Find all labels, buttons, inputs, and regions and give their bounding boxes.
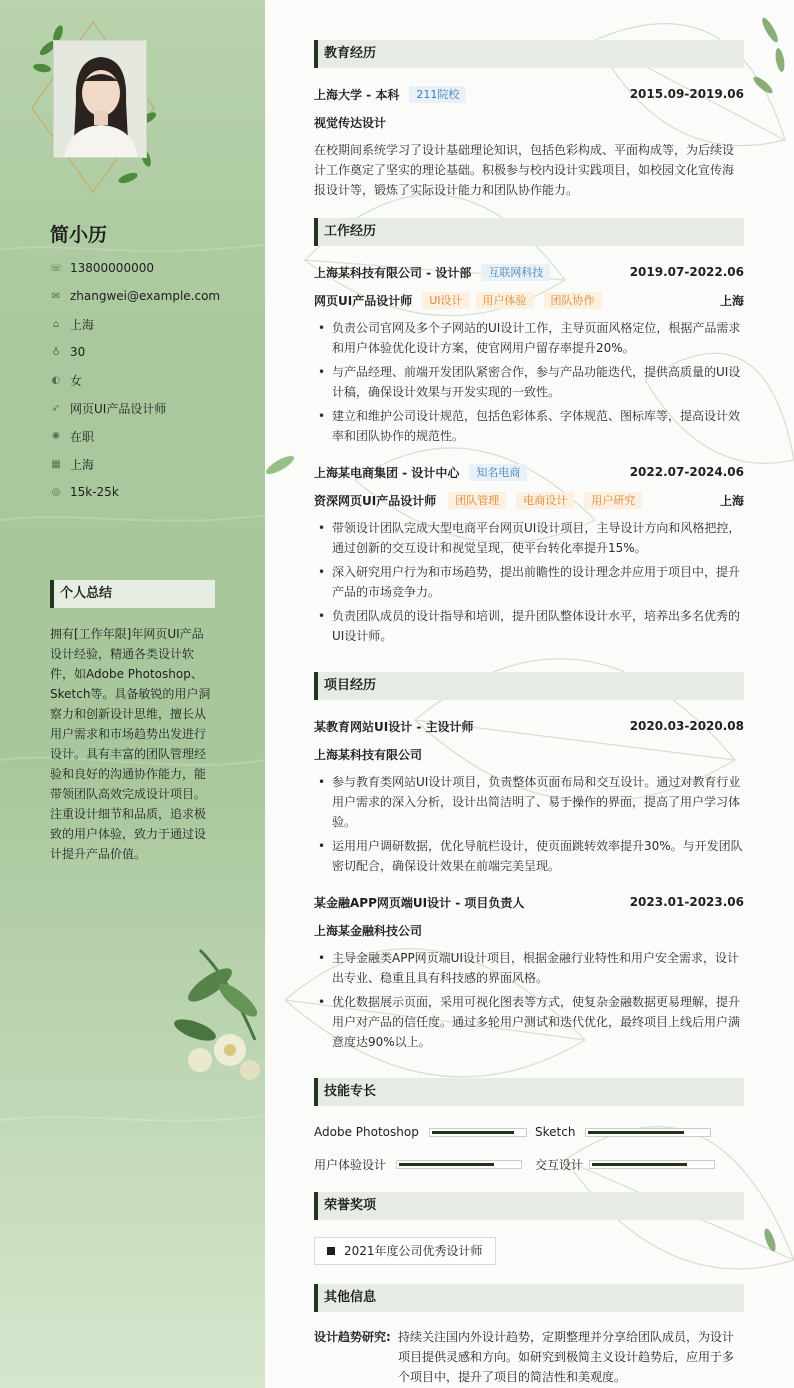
info-job-target: ➶ 网页UI产品设计师 bbox=[51, 401, 167, 416]
education-header bbox=[314, 85, 744, 103]
skill-tag: 团队管理 bbox=[448, 492, 506, 509]
project-name: 某金融APP网页端UI设计 - 项目负责人 bbox=[314, 895, 525, 910]
projects-heading: 项目经历 bbox=[314, 672, 744, 700]
skill-name: Sketch bbox=[535, 1125, 576, 1139]
job-1-bullets bbox=[314, 318, 744, 450]
school-tag: 211院校 bbox=[409, 86, 466, 103]
job-city: 上海 bbox=[719, 293, 744, 308]
flower-decoration bbox=[172, 950, 262, 1080]
project-name: 某教育网站UI设计 - 主设计师 bbox=[314, 719, 474, 734]
project-period: 2020.03-2020.08 bbox=[629, 719, 744, 733]
list-item: • 运用用户调研数据，优化导航栏设计，使页面跳转效率提升30%。与开发团队密切配合，确保设计效果在前端完美呈现。 bbox=[314, 836, 744, 876]
mail-icon: ✉ bbox=[51, 290, 61, 302]
list-item: • 参与教育类网站UI设计项目，负责整体页面布局和交互设计。通过对教育行业用户需求的深入分析，设计出简洁明了、易于操作的界面，提高了用户学习体验。 bbox=[314, 772, 744, 832]
gender-icon: ◐ bbox=[51, 374, 61, 386]
skill-item bbox=[314, 1124, 527, 1140]
money-icon: ◎ bbox=[51, 486, 61, 498]
project-2-header bbox=[314, 893, 744, 911]
skill-bar bbox=[589, 1160, 715, 1169]
other-info bbox=[314, 1327, 744, 1387]
job-city: 上海 bbox=[719, 493, 744, 508]
job-role: 资深网页UI产品设计师 bbox=[314, 493, 437, 508]
education-heading: 教育经历 bbox=[314, 40, 744, 68]
summary-heading: 个人总结 bbox=[50, 580, 215, 608]
skill-name: 交互设计 bbox=[535, 1157, 584, 1172]
skill-bar bbox=[585, 1128, 711, 1137]
candidate-name: 简小历 bbox=[50, 224, 108, 246]
summary-text: 拥有[工作年限]年网页UI产品设计经验，精通各类设计软件，如Adobe Photoshop、Sketch等。具备敏锐的用户洞察力和创新设计思维，擅长从用户需求和市场趋势出发进行设计。具有丰富的团队管理经验和良好的沟通协作能力，能带领团队高效完成设计项目。注重设计细节和品质，追求极致的用户体验，致力于通过设计提升产品价值。 bbox=[50, 627, 211, 861]
info-age: ♁ 30 bbox=[50, 344, 85, 360]
job-company: 上海某电商集团 - 设计中心 bbox=[314, 465, 460, 480]
awards-heading: 荣誉奖项 bbox=[314, 1192, 744, 1220]
skill-name: 用户体验设计 bbox=[314, 1157, 387, 1172]
avatar bbox=[53, 40, 147, 158]
skill-tag: 用户研究 bbox=[584, 492, 642, 509]
job-period: 2019.07-2022.06 bbox=[629, 265, 744, 279]
skill-level-fill bbox=[588, 1131, 683, 1134]
portrait-icon bbox=[54, 41, 147, 158]
education-major: 视觉传达设计 bbox=[314, 115, 387, 130]
skills-heading: 技能专长 bbox=[314, 1078, 744, 1106]
job-2-bullets bbox=[314, 518, 744, 650]
main-content bbox=[265, 0, 794, 1388]
list-item: • 深入研究用户行为和市场趋势，提出前瞻性的设计理念并应用于项目中，提升产品的市场竞争力。 bbox=[314, 562, 744, 602]
job-1-header bbox=[314, 263, 744, 281]
skill-tag: 团队协作 bbox=[544, 292, 602, 309]
skill-item bbox=[535, 1156, 715, 1172]
skill-name: Adobe Photoshop bbox=[314, 1125, 419, 1139]
job-1-role bbox=[314, 291, 744, 309]
list-item: • 建立和维护公司设计规范，包括色彩体系、字体规范、图标库等，提高设计效率和团队协作的规范性。 bbox=[314, 406, 744, 446]
square-bullet-icon bbox=[327, 1247, 335, 1255]
project-1-bullets bbox=[314, 772, 744, 880]
list-item: • 优化数据展示页面，采用可视化图表等方式，使复杂金融数据更易理解，提升用户对产品的信任度。通过多轮用户测试和迭代优化，最终项目上线后用户满意度达90%以上。 bbox=[314, 992, 744, 1052]
job-role: 网页UI产品设计师 bbox=[314, 293, 413, 308]
info-work-city: ▦ 上海 bbox=[51, 457, 95, 472]
skill-level-fill bbox=[592, 1163, 687, 1166]
status-icon: ✺ bbox=[51, 430, 61, 442]
skill-level-fill bbox=[399, 1163, 494, 1166]
project-org: 上海某金融科技公司 bbox=[314, 923, 423, 938]
list-item: • 与产品经理、前端开发团队紧密合作，参与产品功能迭代，提供高质量的UI设计稿，确保设计效果与开发实现的一致性。 bbox=[314, 362, 744, 402]
education-desc: 在校期间系统学习了设计基础理论知识，包括色彩构成、平面构成等，为后续设计工作奠定了坚实的理论基础。积极参与校内设计实践项目，如校园文化宣传海报设计等，锻炼了实际设计能力和团队协作能力。 bbox=[314, 143, 735, 197]
sidebar bbox=[0, 0, 265, 1388]
skill-tag: 用户体验 bbox=[476, 292, 534, 309]
info-gender: ◐ 女 bbox=[51, 373, 83, 388]
work-heading: 工作经历 bbox=[314, 218, 744, 246]
skill-bar bbox=[429, 1128, 527, 1137]
info-status: ✺ 在职 bbox=[51, 429, 95, 444]
list-item: • 主导金融类APP网页端UI设计项目，根据金融行业特性和用户安全需求，设计出专业、稳重且具有科技感的界面风格。 bbox=[314, 948, 744, 988]
job-industry-tag: 知名电商 bbox=[469, 464, 527, 481]
skill-tag: 电商设计 bbox=[516, 492, 574, 509]
info-location: ⌂ 上海 bbox=[50, 316, 94, 332]
project-period: 2023.01-2023.06 bbox=[629, 895, 744, 909]
other-heading: 其他信息 bbox=[314, 1284, 744, 1312]
send-icon: ➶ bbox=[51, 402, 61, 414]
job-2-header bbox=[314, 463, 744, 481]
award-badge bbox=[314, 1237, 496, 1265]
home-icon: ⌂ bbox=[52, 318, 60, 330]
school-name: 上海大学 - 本科 bbox=[314, 87, 400, 102]
job-period: 2022.07-2024.06 bbox=[629, 465, 744, 479]
other-label: 设计趋势研究: bbox=[314, 1330, 391, 1344]
list-item: • 负责团队成员的设计指导和培训，提升团队整体设计水平，培养出多名优秀的UI设计师。 bbox=[314, 606, 744, 646]
skill-item bbox=[535, 1124, 711, 1140]
project-2-bullets bbox=[314, 948, 744, 1056]
skill-level-fill bbox=[432, 1131, 514, 1134]
phone-icon: ☏ bbox=[49, 262, 63, 274]
skill-tag: UI设计 bbox=[422, 292, 469, 309]
job-2-role bbox=[314, 491, 744, 509]
award-text: 2021年度公司优秀设计师 bbox=[344, 1244, 483, 1258]
info-email: ✉ zhangwei@example.com bbox=[51, 289, 221, 303]
job-industry-tag: 互联网科技 bbox=[481, 264, 550, 281]
education-period: 2015.09-2019.06 bbox=[629, 87, 744, 101]
building-icon: ▦ bbox=[51, 458, 61, 470]
skill-bar bbox=[396, 1160, 522, 1169]
project-1-header bbox=[314, 717, 744, 735]
list-item: • 负责公司官网及多个子网站的UI设计工作，主导页面风格定位，根据产品需求和用户体验优化设计方案，使官网用户留存率提升20%。 bbox=[314, 318, 744, 358]
job-company: 上海某科技有限公司 - 设计部 bbox=[314, 265, 472, 280]
other-text: 持续关注国内外设计趋势，定期整理并分享给团队成员，为设计项目提供灵感和方向。如研究到极简主义设计趋势后，应用于多个项目中，提升了项目的简洁性和美观度。 bbox=[398, 1330, 735, 1384]
project-org: 上海某科技有限公司 bbox=[314, 747, 423, 762]
photo-frame bbox=[28, 18, 158, 196]
list-item: • 带领设计团队完成大型电商平台网页UI设计项目，主导设计方向和风格把控，通过创新的交互设计和视觉呈现，使平台转化率提升15%。 bbox=[314, 518, 744, 558]
skill-item bbox=[314, 1156, 522, 1172]
cake-icon: ♁ bbox=[52, 346, 60, 358]
info-phone: ☏ 13800000000 bbox=[49, 261, 154, 275]
info-salary: ◎ 15k-25k bbox=[51, 485, 119, 499]
